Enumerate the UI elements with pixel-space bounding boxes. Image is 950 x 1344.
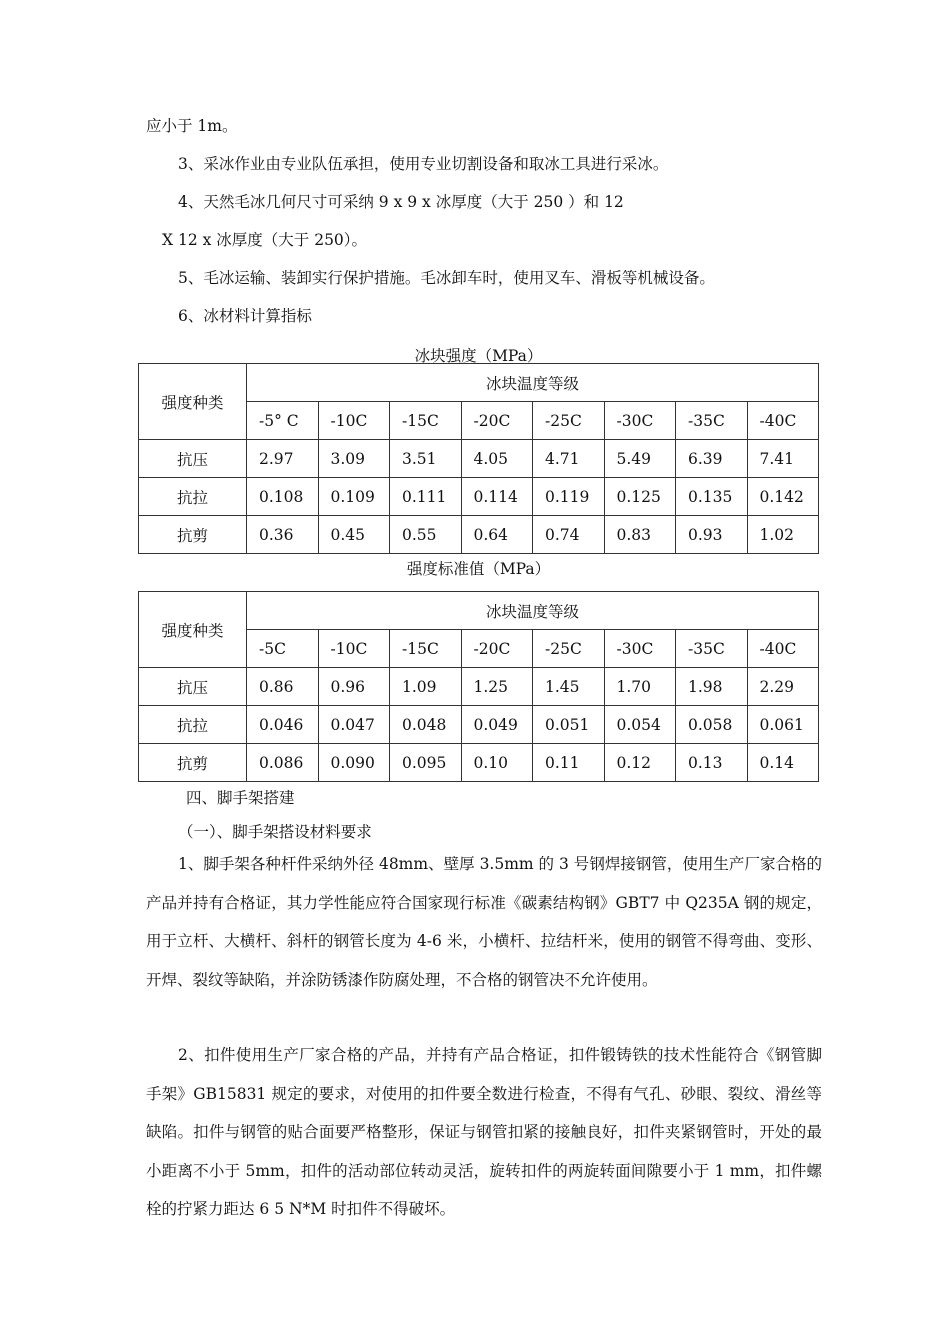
temp-header: -10C bbox=[318, 402, 390, 440]
table-row bbox=[139, 516, 819, 554]
table-cell: 7.41 bbox=[747, 440, 819, 478]
paragraph-1-text: 1、脚手架各种杆件采纳外径 48mm、壁厚 3.5mm 的 3 号钢焊接钢管，使用生产厂家合格的产品并持有合格证，其力学性能应符合国家现行标准《碳素结构钢》GBT7 中 Q235A 钢的规定，用于立杆、大横杆、斜杆的钢管长度为 4-6 米，小横杆、拉结杆米，使用的钢管不得弯曲、变形、开焊、裂纹等缺陷，并涂防锈漆作防腐处理，不合格的钢管决不允许使用。 bbox=[146, 855, 822, 989]
row-label: 抗剪 bbox=[139, 744, 247, 782]
text-line-1: 应小于 1m。 bbox=[146, 117, 238, 135]
temp-header: -15C bbox=[390, 402, 462, 440]
table-row bbox=[139, 478, 819, 516]
table-cell: 0.095 bbox=[390, 744, 462, 782]
table-cell: 0.12 bbox=[604, 744, 676, 782]
section-heading: 四、脚手架搭建 bbox=[186, 789, 295, 807]
table-cell: 0.114 bbox=[461, 478, 533, 516]
table-cell: 1.25 bbox=[461, 668, 533, 706]
temp-header: -40C bbox=[747, 402, 819, 440]
table-cell: 0.046 bbox=[247, 706, 319, 744]
text-line-5: 5、毛冰运输、装卸实行保护措施。毛冰卸车时，使用叉车、滑板等机械设备。 bbox=[178, 269, 715, 287]
temp-header: -20C bbox=[461, 402, 533, 440]
table-cell: 0.142 bbox=[747, 478, 819, 516]
table-cell: 0.058 bbox=[676, 706, 748, 744]
table-cell: 5.49 bbox=[604, 440, 676, 478]
table-cell: 0.14 bbox=[747, 744, 819, 782]
table-row bbox=[139, 668, 819, 706]
table-cell: 0.45 bbox=[318, 516, 390, 554]
strength-standard-table bbox=[138, 591, 819, 782]
row-label: 抗拉 bbox=[139, 706, 247, 744]
table-cell: 0.96 bbox=[318, 668, 390, 706]
table-cell: 0.86 bbox=[247, 668, 319, 706]
table-cell: 4.71 bbox=[533, 440, 605, 478]
temp-header: -25C bbox=[533, 402, 605, 440]
temp-header: -35C bbox=[676, 630, 748, 668]
text-line-3: 4、天然毛冰几何尺寸可采纳 9 x 9 x 冰厚度（大于 250 ）和 12 bbox=[178, 193, 624, 211]
table-cell: 0.64 bbox=[461, 516, 533, 554]
table-cell: 0.048 bbox=[390, 706, 462, 744]
table-cell: 2.29 bbox=[747, 668, 819, 706]
table-row bbox=[139, 440, 819, 478]
table-cell: 0.13 bbox=[676, 744, 748, 782]
row-header-cell: 强度种类 bbox=[139, 364, 247, 440]
table1-caption: 冰块强度（MPa） bbox=[414, 347, 543, 365]
table-cell: 0.74 bbox=[533, 516, 605, 554]
table-cell: 0.125 bbox=[604, 478, 676, 516]
table-cell: 0.061 bbox=[747, 706, 819, 744]
text-line-4: X 12 x 冰厚度（大于 250）。 bbox=[162, 231, 368, 249]
temp-header: -20C bbox=[461, 630, 533, 668]
table-cell: 0.119 bbox=[533, 478, 605, 516]
table-cell: 1.02 bbox=[747, 516, 819, 554]
table-cell: 1.09 bbox=[390, 668, 462, 706]
table-cell: 0.111 bbox=[390, 478, 462, 516]
table-cell: 1.98 bbox=[676, 668, 748, 706]
temp-header: -35C bbox=[676, 402, 748, 440]
table-row bbox=[139, 744, 819, 782]
table-cell: 1.70 bbox=[604, 668, 676, 706]
paragraph-2 bbox=[146, 1036, 822, 1229]
table-cell: 0.086 bbox=[247, 744, 319, 782]
table-cell: 0.93 bbox=[676, 516, 748, 554]
table-cell: 0.047 bbox=[318, 706, 390, 744]
row-label: 抗压 bbox=[139, 668, 247, 706]
temp-header: -40C bbox=[747, 630, 819, 668]
text-line-2: 3、采冰作业由专业队伍承担，使用专业切割设备和取冰工具进行采冰。 bbox=[178, 155, 669, 173]
table-cell: 0.135 bbox=[676, 478, 748, 516]
table-cell: 4.05 bbox=[461, 440, 533, 478]
table-row bbox=[139, 706, 819, 744]
paragraph-1 bbox=[146, 845, 822, 999]
row-label: 抗剪 bbox=[139, 516, 247, 554]
ice-strength-table bbox=[138, 363, 819, 554]
temperature-group-header: 冰块温度等级 bbox=[247, 364, 819, 402]
table-cell: 0.11 bbox=[533, 744, 605, 782]
row-label: 抗拉 bbox=[139, 478, 247, 516]
temp-header: -5C bbox=[247, 630, 319, 668]
table-cell: 0.049 bbox=[461, 706, 533, 744]
table-cell: 0.090 bbox=[318, 744, 390, 782]
table2-caption: 强度标准值（MPa） bbox=[406, 560, 551, 578]
table-cell: 0.55 bbox=[390, 516, 462, 554]
temp-header: -25C bbox=[533, 630, 605, 668]
table-cell: 3.51 bbox=[390, 440, 462, 478]
paragraph-2-text: 2、扣件使用生产厂家合格的产品，并持有产品合格证，扣件锻铸铁的技术性能符合《钢管脚手架》GB15831 规定的要求，对使用的扣件要全数进行检查，不得有气孔、砂眼、裂纹、滑丝等缺陷。扣件与钢管的贴合面要严格整形，保证与钢管扣紧的接触良好，扣件夹紧钢管时，开处的最小距离不小于 5mm，扣件的活动部位转动灵活，旋转扣件的两旋转面间隙要小于 1 mm，扣件螺栓的拧紧力距达 6 5 N*M 时扣件不得破坏。 bbox=[146, 1046, 822, 1218]
table-cell: 0.109 bbox=[318, 478, 390, 516]
table-cell: 3.09 bbox=[318, 440, 390, 478]
temp-header: -5° C bbox=[247, 402, 319, 440]
table-cell: 6.39 bbox=[676, 440, 748, 478]
table-cell: 0.10 bbox=[461, 744, 533, 782]
section-subheading: （一）、脚手架搭设材料要求 bbox=[178, 823, 372, 841]
table-cell: 0.108 bbox=[247, 478, 319, 516]
table-cell: 2.97 bbox=[247, 440, 319, 478]
temp-header: -30C bbox=[604, 630, 676, 668]
text-line-6: 6、冰材料计算指标 bbox=[178, 307, 312, 325]
table-cell: 1.45 bbox=[533, 668, 605, 706]
table-cell: 0.36 bbox=[247, 516, 319, 554]
row-label: 抗压 bbox=[139, 440, 247, 478]
table-cell: 0.051 bbox=[533, 706, 605, 744]
row-header-cell: 强度种类 bbox=[139, 592, 247, 668]
table-cell: 0.83 bbox=[604, 516, 676, 554]
temp-header: -30C bbox=[604, 402, 676, 440]
temp-header: -10C bbox=[318, 630, 390, 668]
table-cell: 0.054 bbox=[604, 706, 676, 744]
temp-header: -15C bbox=[390, 630, 462, 668]
temperature-group-header: 冰块温度等级 bbox=[247, 592, 819, 630]
